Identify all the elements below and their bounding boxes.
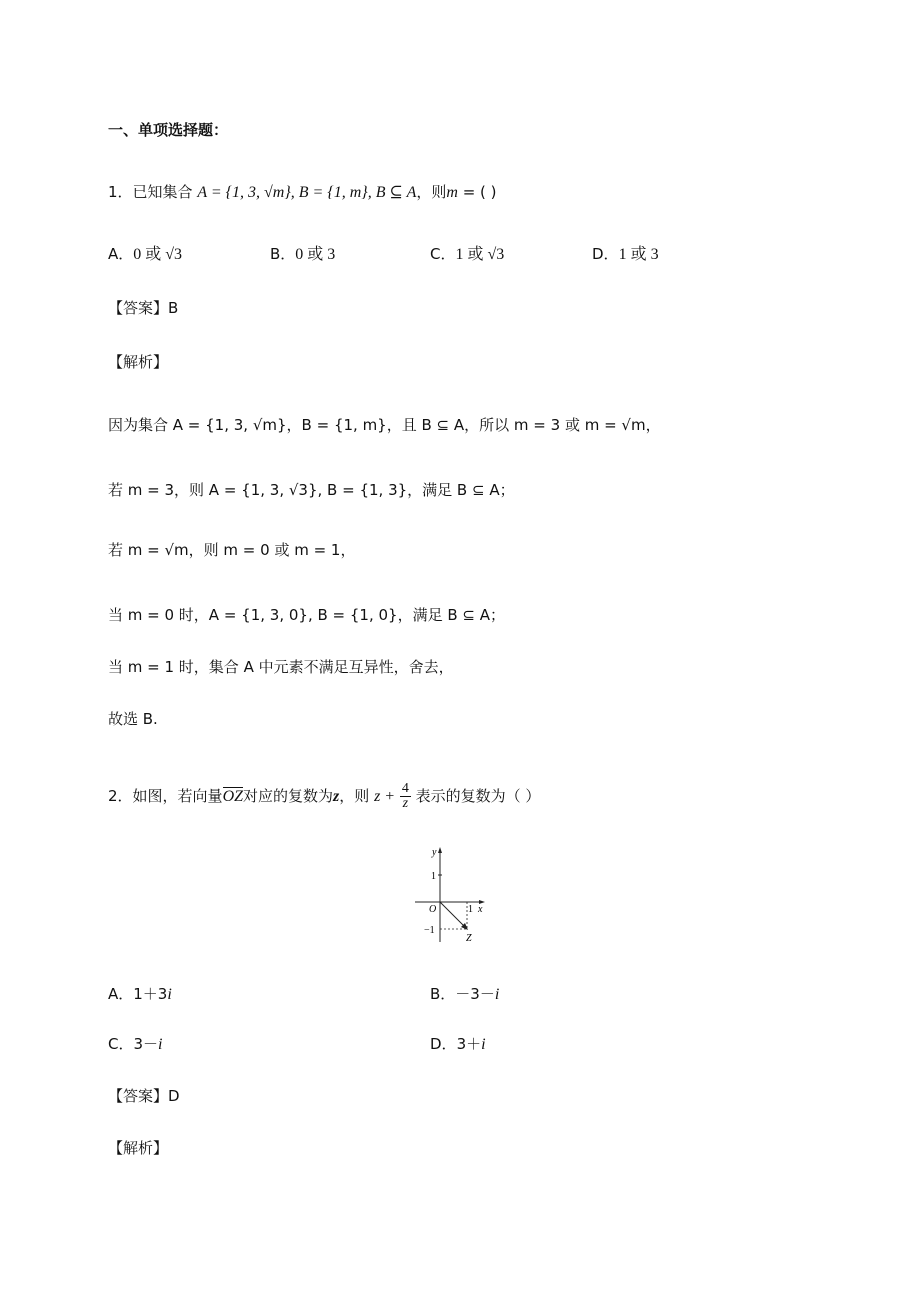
question-1-stem [108, 180, 497, 205]
point-z-label: Z [466, 933, 472, 944]
option-b[interactable] [270, 242, 335, 267]
answer-label: 【答案】 [108, 1087, 169, 1105]
option-a[interactable] [108, 982, 172, 1007]
analysis-line: 因为集合 A = {1, 3, √m}，B = {1, m}，且 B ⊆ A，所以 m = 3 或 m = √m， [108, 416, 661, 434]
answer-line-2 [108, 1084, 180, 1108]
analysis-label-1: 【解析】 [108, 353, 169, 371]
analysis-line: 若 m = 3，则 A = {1, 3, √3}, B = {1, 3}，满足 B ⊆ A； [108, 481, 515, 499]
option-text: 1 或 √3 [455, 246, 505, 263]
option-label: B． [430, 985, 456, 1003]
tick-label-y-pos: 1 [431, 871, 436, 882]
origin-label: O [429, 904, 437, 915]
fraction-4-over-z [400, 782, 411, 811]
option-text: 1＋3 [133, 985, 168, 1003]
section-heading: 一、单项选择题： [108, 121, 229, 139]
option-text: 3＋ [456, 1035, 482, 1053]
imaginary-unit: i [494, 986, 500, 1003]
answer-line-1 [108, 296, 178, 320]
tick-label-x: 1 [468, 904, 473, 915]
set-b-formula: , B = {1, m}, B ⊆ A [290, 184, 417, 201]
option-label: A． [108, 985, 134, 1003]
question-bracket: = ( ) [457, 183, 497, 201]
question-tail: ，则 [416, 183, 447, 201]
option-a[interactable] [108, 242, 182, 267]
answer-value: D [168, 1087, 180, 1105]
option-label: D． [430, 1035, 457, 1053]
question-lead: 已知集合 [132, 183, 193, 201]
imaginary-unit: i [481, 1036, 486, 1053]
option-text: －3－ [455, 985, 495, 1003]
set-a-formula: A = {1, 3, √m} [197, 184, 291, 201]
question-then: ，则 [339, 787, 370, 805]
option-label: A． [108, 245, 134, 263]
option-label: C． [108, 1035, 134, 1053]
option-text: 0 或 √3 [133, 246, 183, 263]
question-lead: 如图，若向量 [132, 787, 223, 805]
question-number: 2． [108, 787, 133, 805]
fraction-numerator: 4 [401, 781, 409, 796]
analysis-line: 当 m = 0 时，A = {1, 3, 0}, B = {1, 0}，满足 B ⊆ A； [108, 606, 506, 624]
answer-label: 【答案】 [108, 299, 169, 317]
analysis-line: 当 m = 1 时，集合 A 中元素不满足互异性，舍去， [108, 658, 454, 676]
variable-m: m [446, 184, 458, 201]
option-d[interactable] [592, 242, 659, 267]
option-text: 0 或 3 [295, 246, 336, 263]
answer-value: B [168, 299, 179, 317]
option-b[interactable] [430, 982, 499, 1007]
option-label: D． [592, 245, 619, 263]
question-number: 1． [108, 183, 133, 201]
vector-oz-line [440, 902, 467, 929]
option-text: 1 或 3 [618, 246, 659, 263]
vector-oz: OZ [222, 788, 244, 805]
fraction-denominator: z [402, 796, 409, 811]
option-label: C． [430, 245, 456, 263]
imaginary-unit: i [158, 1036, 163, 1053]
x-axis-label: x [478, 904, 483, 915]
imaginary-unit: i [167, 986, 172, 1003]
option-text: 3－ [133, 1035, 159, 1053]
analysis-line: 若 m = √m，则 m = 0 或 m = 1， [108, 541, 356, 559]
question-tail: 表示的复数为（ ） [415, 787, 541, 805]
analysis-line: 故选 B. [108, 710, 158, 728]
question-2-stem [108, 782, 540, 811]
option-d[interactable] [430, 1032, 486, 1057]
variable-z: z [333, 788, 340, 805]
y-axis-label: y [432, 847, 437, 858]
option-label: B． [270, 245, 296, 263]
option-c[interactable] [108, 1032, 162, 1057]
tick-label-y-neg: −1 [424, 925, 435, 936]
option-c[interactable] [430, 242, 504, 267]
expr-z: z + [374, 788, 396, 805]
y-axis-arrow [438, 847, 442, 853]
question-mid: 对应的复数为 [243, 787, 334, 805]
coordinate-figure [410, 842, 490, 947]
analysis-label-2: 【解析】 [108, 1139, 169, 1157]
